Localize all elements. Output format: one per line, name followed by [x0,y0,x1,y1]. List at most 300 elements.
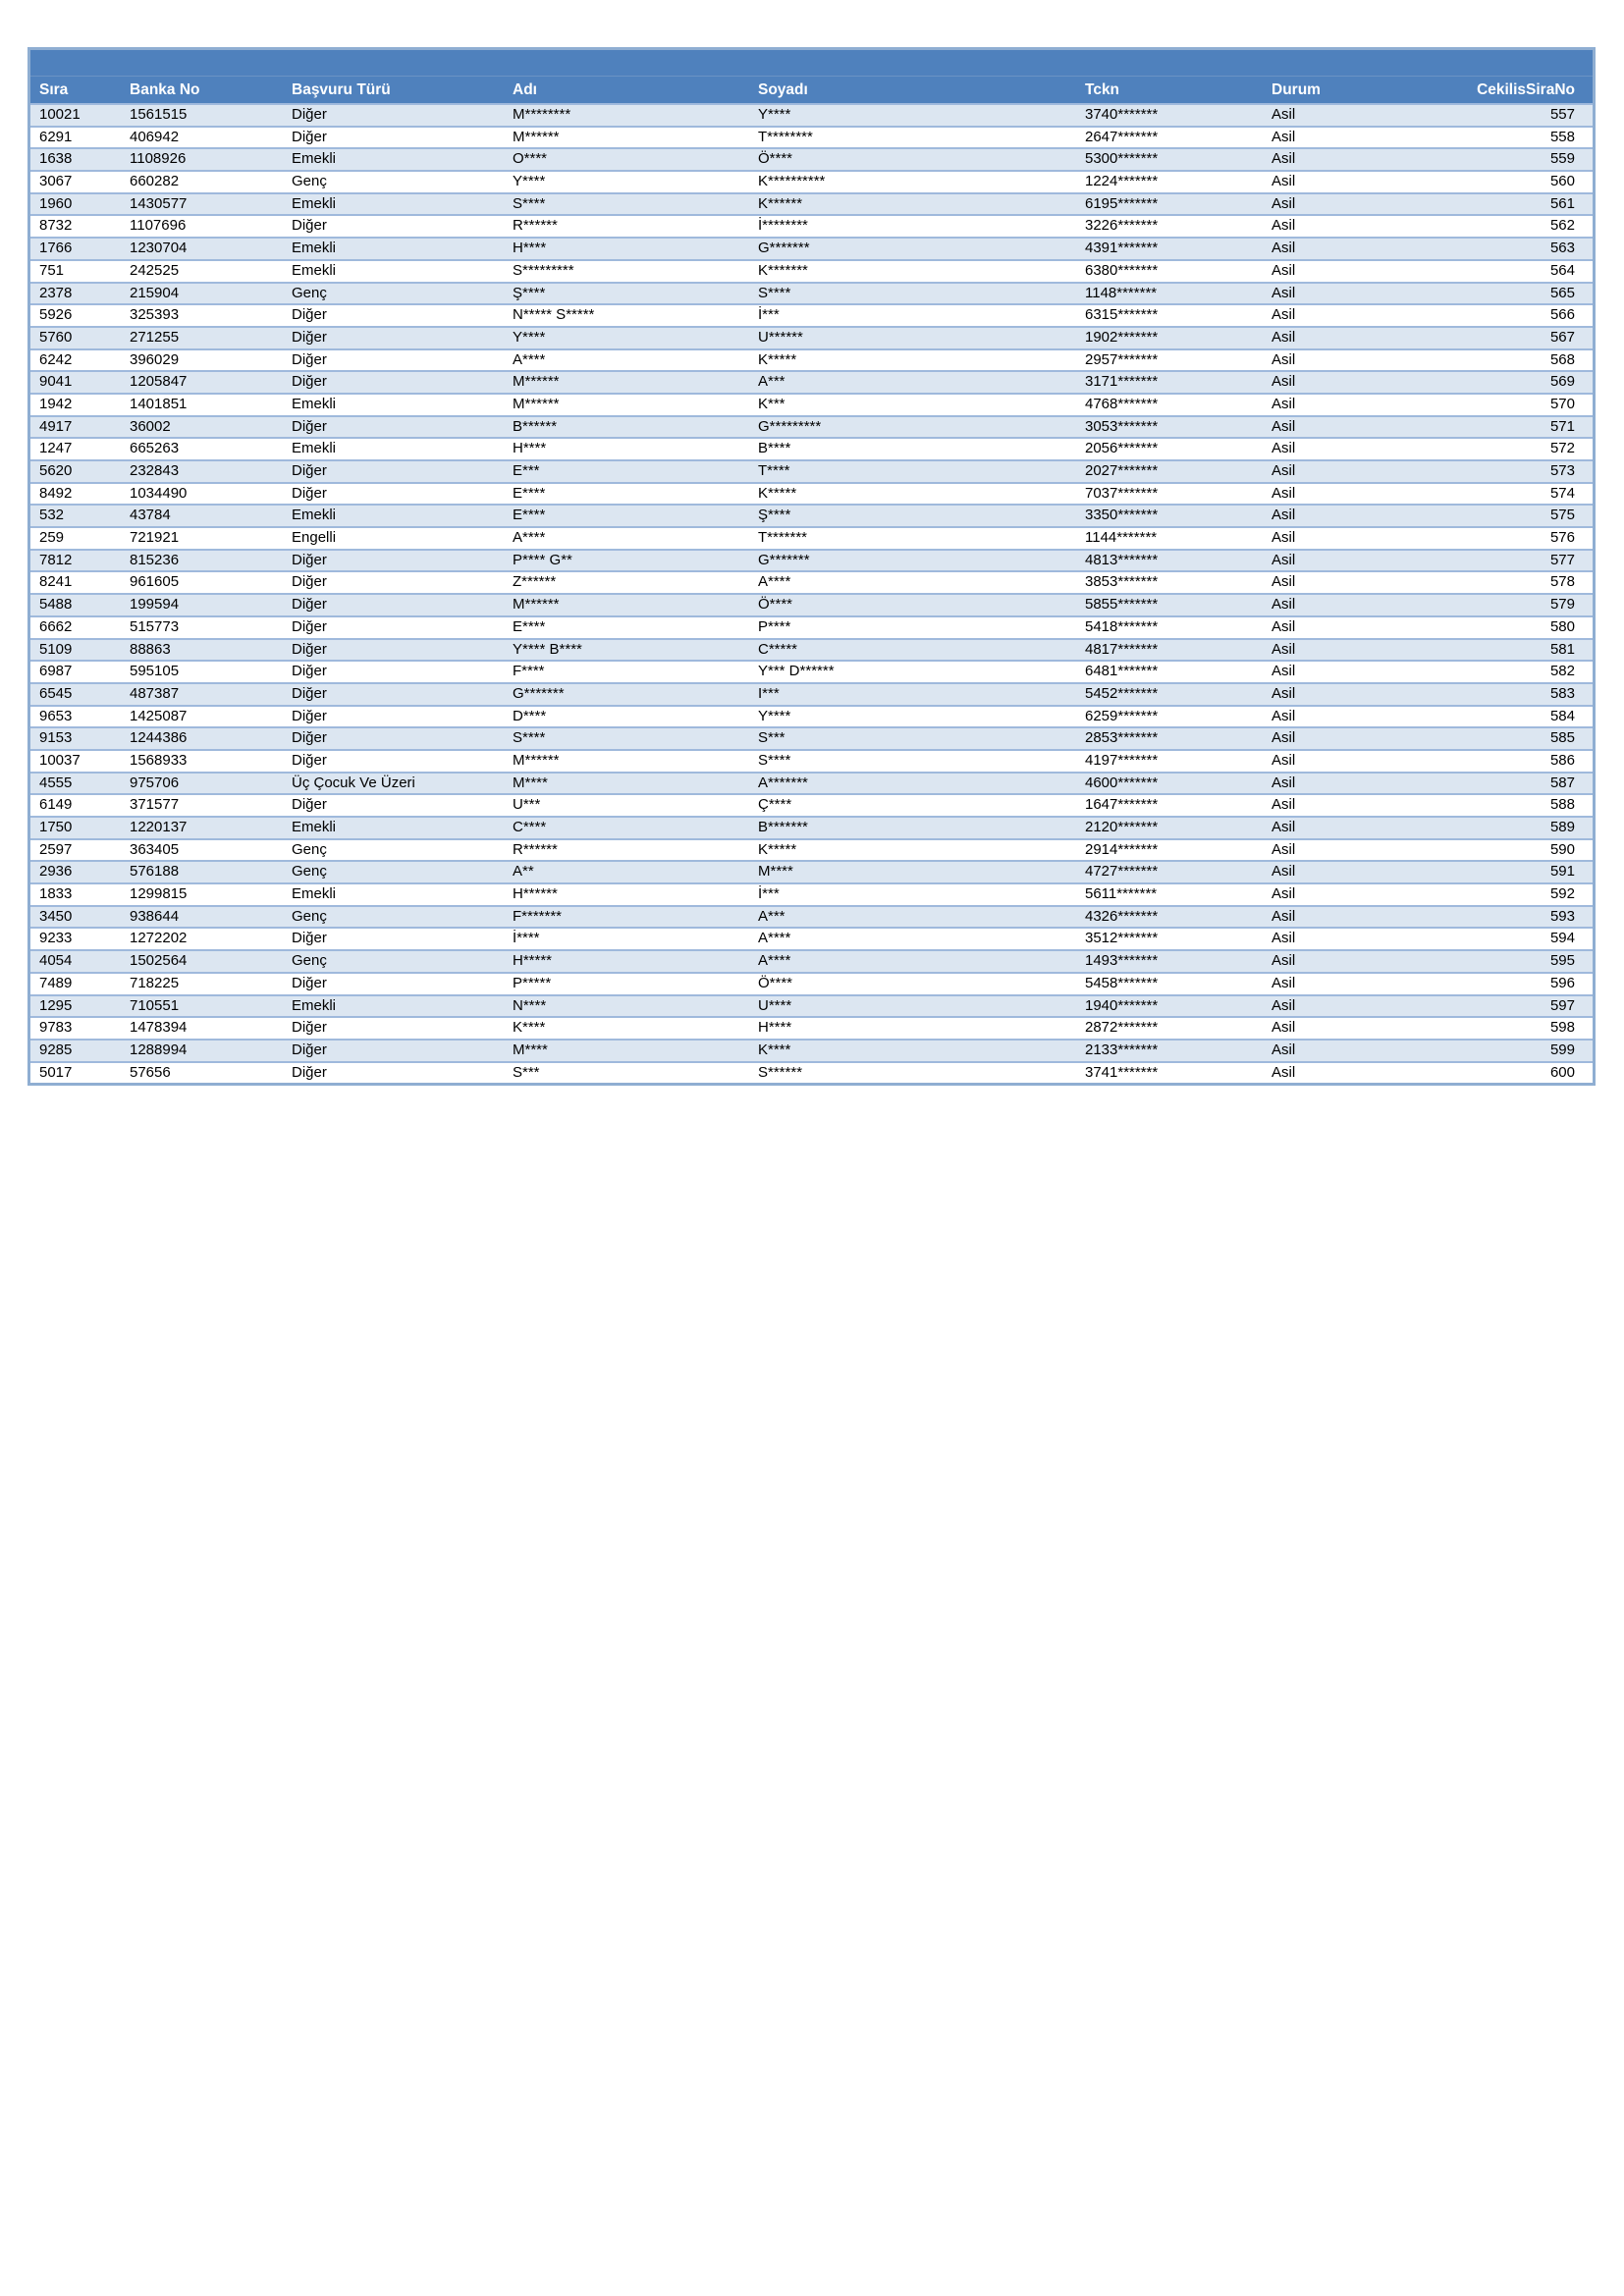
cell-durum: Asil [1272,729,1296,747]
cell-soyadi: A*** [758,373,785,391]
cell-cekilis-sira-no: 567 [1549,328,1575,346]
cell-soyadi: Y*** D****** [758,663,835,680]
cell-adi: E**** [513,507,546,524]
table-body [30,103,1593,1083]
cell-cekilis-sira-no: 593 [1549,907,1575,925]
cell-durum: Asil [1272,284,1296,301]
cell-sira: 10037 [39,751,81,769]
cell-soyadi: İ*** [758,306,780,324]
cell-tckn: 1493******* [1085,952,1159,970]
cell-sira: 2597 [39,840,73,858]
cell-soyadi: A**** [758,930,791,947]
column-header-cekilis-sira-no: CekilisSiraNo [1477,81,1575,98]
cell-banka-no: 595105 [130,663,180,680]
cell-sira: 4917 [39,417,73,435]
table-row [30,482,1593,505]
cell-sira: 5488 [39,596,73,614]
cell-adi: A**** [513,529,546,547]
table-row [30,772,1593,794]
cell-basvuru-turu: Emekli [292,996,337,1014]
applicants-table [27,47,1596,1086]
cell-tckn: 7037******* [1085,484,1159,502]
cell-sira: 1638 [39,150,73,168]
cell-tckn: 6259******* [1085,707,1159,724]
cell-soyadi: H**** [758,1019,792,1037]
cell-adi: R****** [513,840,558,858]
cell-sira: 4555 [39,774,73,791]
table-row [30,214,1593,237]
cell-durum: Asil [1272,328,1296,346]
cell-banka-no: 1205847 [130,373,188,391]
cell-cekilis-sira-no: 560 [1549,173,1575,190]
cell-tckn: 3853******* [1085,573,1159,591]
cell-soyadi: G******* [758,551,810,568]
cell-basvuru-turu: Diğer [292,217,327,235]
cell-basvuru-turu: Emekli [292,240,337,257]
cell-durum: Asil [1272,707,1296,724]
table-row [30,326,1593,348]
cell-banka-no: 515773 [130,617,180,635]
cell-durum: Asil [1272,217,1296,235]
cell-tckn: 4813******* [1085,551,1159,568]
cell-adi: H****** [513,885,558,903]
cell-durum: Asil [1272,128,1296,145]
cell-basvuru-turu: Emekli [292,261,337,279]
cell-tckn: 1148******* [1085,284,1158,301]
cell-banka-no: 1220137 [130,819,188,835]
cell-sira: 5760 [39,328,73,346]
cell-banka-no: 721921 [130,529,180,547]
cell-durum: Asil [1272,306,1296,324]
table-row [30,192,1593,215]
cell-banka-no: 1107696 [130,217,187,235]
cell-durum: Asil [1272,417,1296,435]
cell-adi: B****** [513,417,558,435]
cell-banka-no: 232843 [130,462,180,479]
cell-soyadi: K****** [758,194,803,212]
cell-adi: H**** [513,240,547,257]
cell-banka-no: 718225 [130,974,180,991]
cell-basvuru-turu: Emekli [292,440,337,457]
cell-banka-no: 1244386 [130,729,188,747]
cell-tckn: 2133******* [1085,1041,1159,1058]
cell-adi: E**** [513,617,546,635]
cell-durum: Asil [1272,952,1296,970]
cell-basvuru-turu: Genç [292,173,327,190]
cell-soyadi: A**** [758,573,791,591]
table-row [30,170,1593,192]
cell-soyadi: M**** [758,863,793,881]
cell-cekilis-sira-no: 589 [1549,819,1575,835]
cell-soyadi: G******* [758,240,810,257]
cell-durum: Asil [1272,930,1296,947]
cell-adi: K**** [513,1019,546,1037]
cell-sira: 1942 [39,395,73,412]
cell-sira: 10021 [39,106,81,123]
cell-sira: 9153 [39,729,73,747]
cell-cekilis-sira-no: 557 [1549,106,1575,123]
cell-soyadi: U**** [758,996,792,1014]
cell-cekilis-sira-no: 582 [1549,663,1575,680]
cell-tckn: 2647******* [1085,128,1159,145]
cell-adi: Y**** B**** [513,640,582,658]
cell-sira: 2378 [39,284,73,301]
cell-banka-no: 1034490 [130,484,188,502]
cell-adi: N**** [513,996,547,1014]
cell-banka-no: 815236 [130,551,180,568]
cell-banka-no: 1568933 [130,751,188,769]
cell-cekilis-sira-no: 584 [1549,707,1575,724]
table-row [30,638,1593,661]
cell-basvuru-turu: Diğer [292,729,327,747]
cell-durum: Asil [1272,974,1296,991]
table-top-band [30,50,1593,77]
cell-basvuru-turu: Diğer [292,573,327,591]
cell-durum: Asil [1272,150,1296,168]
cell-adi: M******** [513,106,571,123]
cell-durum: Asil [1272,774,1296,791]
cell-banka-no: 710551 [130,996,180,1014]
cell-durum: Asil [1272,596,1296,614]
table-row [30,348,1593,371]
cell-cekilis-sira-no: 559 [1549,150,1575,168]
cell-durum: Asil [1272,462,1296,479]
cell-basvuru-turu: Diğer [292,328,327,346]
table-row [30,237,1593,259]
cell-durum: Asil [1272,1041,1296,1058]
table-row [30,126,1593,148]
cell-sira: 7489 [39,974,73,991]
cell-durum: Asil [1272,617,1296,635]
cell-sira: 1750 [39,819,73,835]
table-row [30,147,1593,170]
cell-cekilis-sira-no: 572 [1549,440,1575,457]
cell-sira: 4054 [39,952,73,970]
cell-soyadi: İ*** [758,885,780,903]
cell-basvuru-turu: Diğer [292,417,327,435]
cell-basvuru-turu: Emekli [292,395,337,412]
cell-adi: F******* [513,907,563,925]
cell-tckn: 4197******* [1085,751,1159,769]
cell-tckn: 2853******* [1085,729,1159,747]
cell-cekilis-sira-no: 574 [1549,484,1575,502]
cell-soyadi: Ö**** [758,150,793,168]
table-row [30,660,1593,682]
cell-tckn: 1647******* [1085,796,1159,814]
cell-durum: Asil [1272,395,1296,412]
cell-soyadi: K*** [758,395,785,412]
cell-cekilis-sira-no: 578 [1549,573,1575,591]
cell-banka-no: 576188 [130,863,180,881]
cell-sira: 532 [39,507,65,524]
cell-adi: D**** [513,707,547,724]
cell-basvuru-turu: Diğer [292,1063,327,1081]
cell-tckn: 6315******* [1085,306,1159,324]
table-row [30,1016,1593,1039]
cell-durum: Asil [1272,863,1296,881]
column-header-sira: Sıra [39,81,69,98]
table-row [30,994,1593,1017]
cell-adi: R****** [513,217,558,235]
cell-sira: 9041 [39,373,73,391]
cell-banka-no: 1502564 [130,952,188,970]
table-row [30,882,1593,905]
cell-banka-no: 215904 [130,284,180,301]
cell-banka-no: 36002 [130,417,171,435]
table-row [30,749,1593,772]
cell-durum: Asil [1272,373,1296,391]
cell-durum: Asil [1272,907,1296,925]
table-row [30,816,1593,838]
cell-soyadi: B******* [758,819,808,835]
table-row [30,303,1593,326]
cell-banka-no: 43784 [130,507,171,524]
cell-sira: 751 [39,261,65,279]
cell-banka-no: 1561515 [130,106,188,123]
cell-adi: M**** [513,1041,548,1058]
cell-adi: P***** [513,974,552,991]
cell-adi: Ş**** [513,284,546,301]
cell-adi: S*** [513,1063,540,1081]
cell-basvuru-turu: Diğer [292,1041,327,1058]
cell-banka-no: 396029 [130,350,180,368]
cell-adi: M****** [513,751,560,769]
cell-soyadi: İ******** [758,217,808,235]
cell-cekilis-sira-no: 565 [1549,284,1575,301]
table-row [30,437,1593,459]
cell-cekilis-sira-no: 577 [1549,551,1575,568]
cell-banka-no: 938644 [130,907,180,925]
cell-cekilis-sira-no: 595 [1549,952,1575,970]
cell-basvuru-turu: Diğer [292,306,327,324]
cell-tckn: 5458******* [1085,974,1159,991]
cell-cekilis-sira-no: 596 [1549,974,1575,991]
cell-tckn: 6380******* [1085,261,1159,279]
cell-adi: İ**** [513,930,540,947]
cell-cekilis-sira-no: 579 [1549,596,1575,614]
cell-sira: 6662 [39,617,73,635]
cell-soyadi: C***** [758,640,798,658]
cell-tckn: 4768******* [1085,395,1159,412]
cell-durum: Asil [1272,1019,1296,1037]
cell-basvuru-turu: Diğer [292,551,327,568]
cell-banka-no: 406942 [130,128,180,145]
cell-tckn: 6481******* [1085,663,1159,680]
cell-sira: 1766 [39,240,73,257]
column-header-adi: Adı [513,81,537,98]
table-row [30,860,1593,882]
cell-basvuru-turu: Diğer [292,796,327,814]
cell-basvuru-turu: Diğer [292,751,327,769]
cell-cekilis-sira-no: 570 [1549,395,1575,412]
cell-basvuru-turu: Emekli [292,194,337,212]
cell-durum: Asil [1272,240,1296,257]
cell-sira: 5926 [39,306,73,324]
table-row [30,282,1593,304]
cell-durum: Asil [1272,350,1296,368]
table-header-row [30,77,1593,103]
cell-adi: S**** [513,729,546,747]
cell-banka-no: 1108926 [130,150,187,168]
cell-sira: 7812 [39,551,73,568]
cell-cekilis-sira-no: 571 [1549,417,1575,435]
table-row [30,593,1593,615]
cell-cekilis-sira-no: 566 [1549,306,1575,324]
cell-banka-no: 1299815 [130,885,188,903]
cell-banka-no: 1425087 [130,707,188,724]
cell-soyadi: I*** [758,684,780,702]
cell-soyadi: S**** [758,284,791,301]
cell-tckn: 2914******* [1085,840,1159,858]
cell-sira: 5017 [39,1063,73,1081]
cell-banka-no: 242525 [130,261,180,279]
cell-basvuru-turu: Genç [292,952,327,970]
cell-soyadi: A******* [758,774,808,791]
cell-basvuru-turu: Genç [292,284,327,301]
cell-banka-no: 1288994 [130,1041,188,1058]
cell-adi: Z****** [513,573,557,591]
cell-tckn: 2056******* [1085,440,1159,457]
cell-basvuru-turu: Diğer [292,106,327,123]
cell-adi: S********* [513,261,574,279]
cell-sira: 9233 [39,930,73,947]
cell-tckn: 3171******* [1085,373,1159,391]
table-row [30,615,1593,638]
cell-durum: Asil [1272,684,1296,702]
cell-cekilis-sira-no: 573 [1549,462,1575,479]
cell-sira: 9783 [39,1019,73,1037]
cell-adi: C**** [513,819,547,835]
cell-soyadi: P**** [758,617,791,635]
cell-soyadi: Ö**** [758,974,793,991]
cell-sira: 5620 [39,462,73,479]
cell-cekilis-sira-no: 592 [1549,885,1575,903]
cell-durum: Asil [1272,529,1296,547]
table-row [30,705,1593,727]
cell-basvuru-turu: Genç [292,863,327,881]
cell-soyadi: T**** [758,462,790,479]
table-row [30,370,1593,393]
cell-banka-no: 88863 [130,640,171,658]
cell-sira: 1960 [39,194,73,212]
table-row [30,103,1593,126]
cell-tckn: 5418******* [1085,617,1159,635]
cell-tckn: 5855******* [1085,596,1159,614]
cell-sira: 1295 [39,996,73,1014]
cell-cekilis-sira-no: 594 [1549,930,1575,947]
cell-tckn: 5611******* [1085,885,1158,903]
table-row [30,459,1593,482]
table-row [30,682,1593,705]
cell-soyadi: U****** [758,328,803,346]
cell-basvuru-turu: Emekli [292,819,337,835]
cell-adi: G******* [513,684,565,702]
table-row [30,927,1593,949]
cell-cekilis-sira-no: 562 [1549,217,1575,235]
cell-sira: 5109 [39,640,73,658]
cell-cekilis-sira-no: 561 [1549,194,1575,212]
cell-soyadi: K**** [758,1041,791,1058]
table-row [30,570,1593,593]
cell-sira: 9285 [39,1041,73,1058]
cell-banka-no: 199594 [130,596,180,614]
cell-soyadi: G********* [758,417,822,435]
cell-durum: Asil [1272,507,1296,524]
cell-adi: O**** [513,150,548,168]
table-row [30,504,1593,526]
cell-cekilis-sira-no: 581 [1549,640,1575,658]
cell-tckn: 3740******* [1085,106,1159,123]
cell-adi: A**** [513,350,546,368]
cell-soyadi: K***** [758,840,797,858]
cell-soyadi: Y**** [758,707,791,724]
column-header-basvuru-turu: Başvuru Türü [292,81,391,98]
table-row [30,415,1593,438]
cell-soyadi: B**** [758,440,791,457]
cell-adi: H**** [513,440,547,457]
table-row [30,949,1593,972]
cell-sira: 8492 [39,484,73,502]
cell-basvuru-turu: Diğer [292,663,327,680]
cell-sira: 3067 [39,173,73,190]
cell-adi: E**** [513,484,546,502]
cell-tckn: 1144******* [1085,529,1158,547]
cell-soyadi: K********** [758,173,826,190]
cell-banka-no: 1430577 [130,194,188,212]
cell-durum: Asil [1272,573,1296,591]
cell-basvuru-turu: Diğer [292,974,327,991]
cell-tckn: 4391******* [1085,240,1159,257]
cell-durum: Asil [1272,996,1296,1014]
table-row [30,838,1593,861]
cell-durum: Asil [1272,194,1296,212]
cell-sira: 8732 [39,217,73,235]
cell-soyadi: Ş**** [758,507,791,524]
cell-adi: S**** [513,194,546,212]
cell-durum: Asil [1272,663,1296,680]
cell-cekilis-sira-no: 590 [1549,840,1575,858]
cell-sira: 6291 [39,128,73,145]
cell-banka-no: 1401851 [130,395,188,412]
table-row [30,793,1593,816]
cell-banka-no: 363405 [130,840,180,858]
cell-tckn: 5452******* [1085,684,1159,702]
cell-tckn: 3053******* [1085,417,1159,435]
cell-banka-no: 1478394 [130,1019,188,1037]
table-row [30,905,1593,928]
cell-basvuru-turu: Diğer [292,128,327,145]
cell-soyadi: Y**** [758,106,791,123]
cell-soyadi: K******* [758,261,808,279]
cell-adi: P**** G** [513,551,572,568]
cell-tckn: 5300******* [1085,150,1159,168]
cell-cekilis-sira-no: 587 [1549,774,1575,791]
cell-cekilis-sira-no: 564 [1549,261,1575,279]
cell-tckn: 4727******* [1085,863,1159,881]
cell-banka-no: 487387 [130,684,180,702]
cell-soyadi: K***** [758,350,797,368]
cell-sira: 259 [39,529,65,547]
cell-basvuru-turu: Diğer [292,684,327,702]
cell-basvuru-turu: Genç [292,907,327,925]
cell-basvuru-turu: Emekli [292,507,337,524]
cell-soyadi: Ö**** [758,596,793,614]
cell-soyadi: T******** [758,128,813,145]
column-header-soyadi: Soyadı [758,81,808,98]
table-row [30,726,1593,749]
cell-banka-no: 57656 [130,1063,171,1081]
cell-cekilis-sira-no: 569 [1549,373,1575,391]
